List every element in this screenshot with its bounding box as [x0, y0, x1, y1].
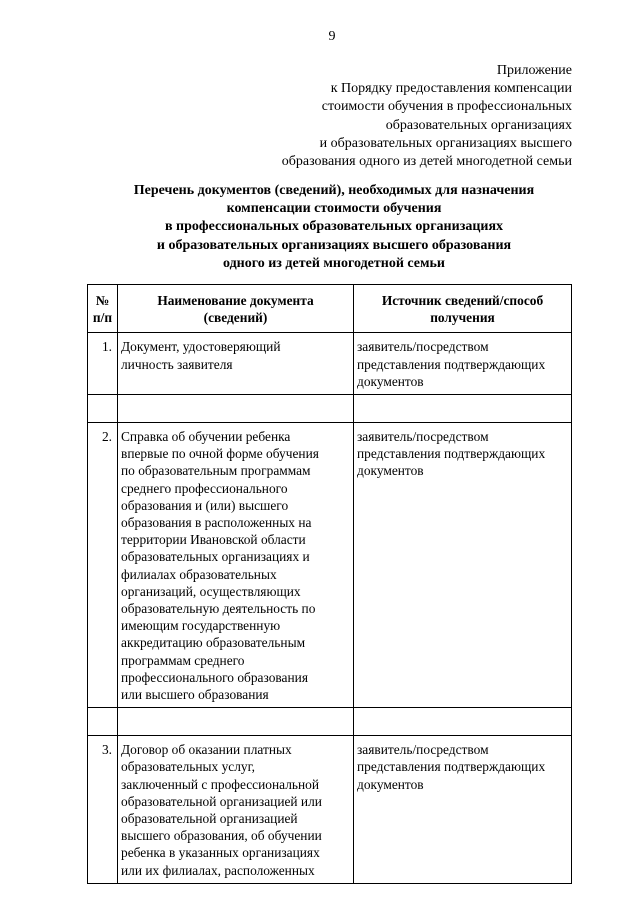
appendix-line: образования одного из детей многодетной семьи [281, 154, 572, 170]
source-cell: заявитель/посредством представления подтверждающих документов [354, 423, 572, 708]
title-line: и образовательных организациях высшего образования [156, 237, 512, 253]
document-name-cell: Договор об оказании платных образовательных услуг, заключенный с профессиональной образовательной организацией или образовательной организацией высшего образования, об обучении ребенка в указанных организациях или их филиалах, расположенных [118, 736, 354, 884]
document-name-cell: Документ, удостоверяющий личность заявителя [118, 333, 354, 395]
row-number: 2. [88, 423, 118, 708]
document-title [60, 182, 608, 273]
appendix-line: и образовательных организациях высшего [319, 135, 572, 151]
appendix-line: образовательных организациях [385, 117, 572, 133]
header-source: Источник сведений/способ получения [354, 285, 572, 333]
row-number: 3. [88, 736, 118, 884]
row-number: 1. [88, 333, 118, 395]
appendix-line: Приложение [496, 63, 572, 78]
document-name-cell: Справка об обучении ребенка впервые по очной форме обучения по образовательным программам среднего профессионального образования и (или) высшего образования в расположенных на территории Ивановской области образовательных организациях и филиалах образовательных организаций, осуществляющих образовательную деятельность по имеющим государственную аккредитацию образовательным программам среднего профессионального образования или высшего образования [118, 423, 354, 708]
appendix-line: стоимости обучения в профессиональных [321, 99, 572, 115]
title-line: Перечень документов (сведений), необходимых для назначения [133, 183, 535, 198]
table-header-row [88, 285, 572, 333]
table-spacer-row [88, 708, 572, 736]
appendix-header [230, 62, 572, 171]
source-cell: заявитель/посредством представления подтверждающих документов [354, 333, 572, 395]
table-row [88, 423, 572, 708]
header-document-name: Наименование документа (сведений) [118, 285, 354, 333]
appendix-line: к Порядку предоставления компенсации [330, 81, 572, 97]
table-row [88, 736, 572, 884]
table-row [88, 333, 572, 395]
header-number: № п/п [88, 285, 118, 333]
page-number: 9 [328, 29, 336, 44]
table-spacer-row [88, 395, 572, 423]
title-line: в профессиональных образовательных организациях [164, 219, 504, 235]
title-line: компенсации стоимости обучения [226, 201, 442, 217]
title-line: одного из детей многодетной семьи [222, 255, 446, 271]
source-cell: заявитель/посредством представления подтверждающих документов [354, 736, 572, 884]
documents-table [87, 284, 572, 884]
